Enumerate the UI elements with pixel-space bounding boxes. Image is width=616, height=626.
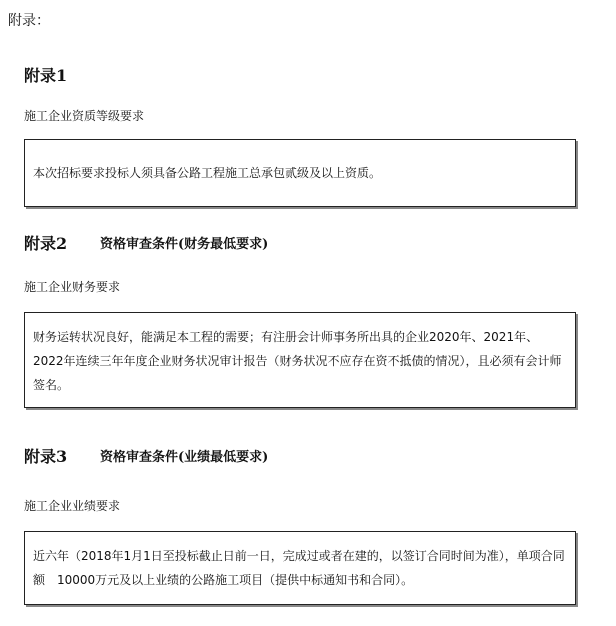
- appendix1-box: [24, 139, 576, 207]
- appendix3-heading: 附录3: [24, 447, 68, 466]
- appendix1-box-text: 本次招标要求投标人须具备公路工程施工总承包贰级及以上资质。: [33, 166, 382, 180]
- appendix3-subtitle: 资格审查条件(业绩最低要求): [100, 450, 269, 465]
- appendix1-heading: 附录1: [24, 66, 68, 85]
- appendix3-label: 施工企业业绩要求: [24, 499, 121, 513]
- appendix2-box-text: 财务运转状况良好，能满足本工程的需要；有注册会计师事务所出具的企业2020年、2021年、2022年连续三年年度企业财务状况审计报告（财务状况不应存在资不抵债的情况），且必须有会计师签名。: [33, 330, 562, 392]
- appendix2-heading: 附录2: [24, 234, 68, 253]
- appendix2-subtitle: 资格审查条件(财务最低要求): [100, 237, 269, 252]
- intro-label: 附录：: [8, 13, 50, 29]
- appendix2-box: [24, 312, 576, 408]
- appendix3-box-text: 近六年（2018年1月1日至投标截止日前一日，完成过或者在建的，以签订合同时间为准），单项合同额 10000万元及以上业绩的公路施工项目（提供中标通知书和合同）。: [33, 549, 565, 587]
- appendix1-label: 施工企业资质等级要求: [24, 109, 145, 123]
- appendix2-label: 施工企业财务要求: [24, 280, 121, 294]
- appendix3-box: [24, 531, 576, 605]
